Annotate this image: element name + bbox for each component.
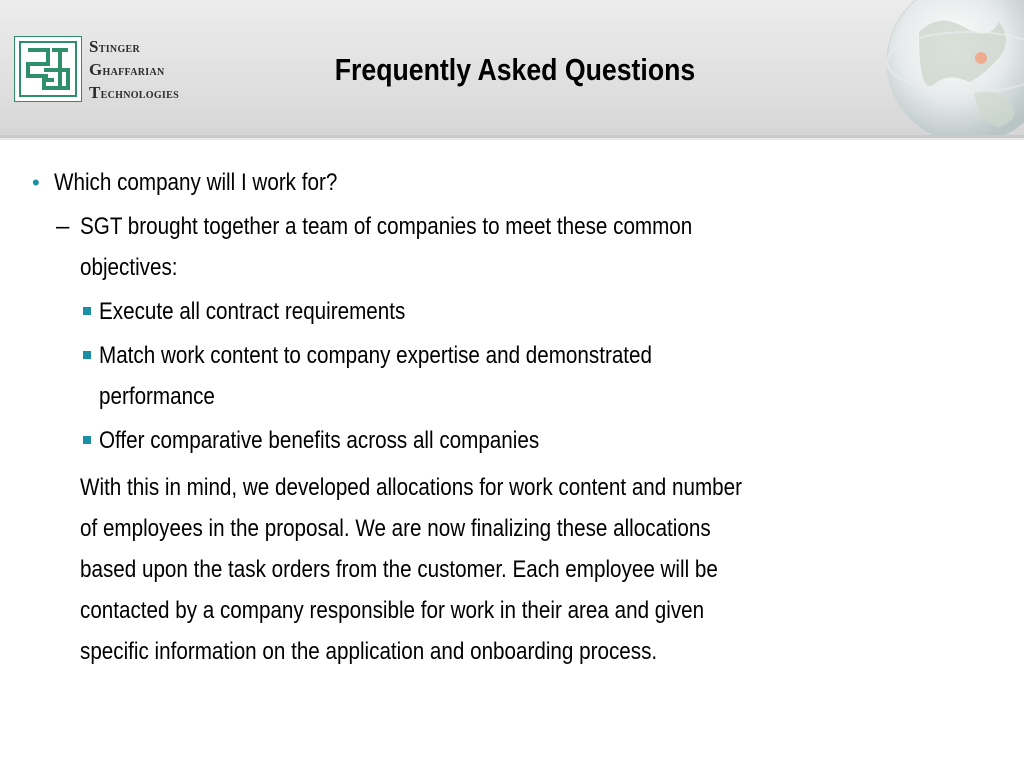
square-bullet-icon — [83, 351, 91, 359]
logo-line: Stinger — [89, 37, 141, 56]
objective-text-line: Match work content to company expertise and demonstrated — [99, 342, 652, 369]
paragraph-line: contacted by a company responsible for work in their area and given — [80, 597, 705, 624]
objective-item — [32, 335, 992, 417]
answer-text-line: SGT brought together a team of companies to meet these common — [80, 213, 693, 240]
slide-body — [32, 162, 992, 672]
objective-item — [32, 420, 992, 461]
question-text: Which company will I work for? — [54, 169, 338, 196]
objective-text-line: Execute all contract requirements — [99, 298, 406, 325]
dash-bullet-icon: – — [56, 213, 70, 240]
sgt-logo-icon — [14, 36, 82, 102]
globe-icon — [879, 0, 1024, 135]
logo-line: Ghaffarian — [89, 60, 165, 79]
company-logo-text — [89, 36, 179, 105]
paragraph-line: With this in mind, we developed allocations for work content and number — [80, 474, 742, 501]
paragraph-line: based upon the task orders from the customer. Each employee will be — [80, 556, 718, 583]
objective-item — [32, 291, 992, 332]
explanation-paragraph — [32, 467, 992, 672]
paragraph-line: specific information on the application and onboarding process. — [80, 638, 658, 665]
question-item — [32, 162, 992, 203]
objective-text-line: performance — [99, 383, 215, 410]
paragraph-line: of employees in the proposal. We are now finalizing these allocations — [80, 515, 711, 542]
slide-header — [0, 0, 1024, 135]
answer-item — [32, 206, 992, 288]
logo-line: Technologies — [89, 83, 179, 102]
round-bullet-icon: • — [32, 170, 40, 195]
square-bullet-icon — [83, 436, 91, 444]
header-divider-light — [0, 138, 1024, 140]
answer-text-line: objectives: — [80, 254, 178, 281]
slide-title: Frequently Asked Questions — [334, 52, 696, 87]
objective-text-line: Offer comparative benefits across all companies — [99, 427, 540, 454]
square-bullet-icon — [83, 307, 91, 315]
